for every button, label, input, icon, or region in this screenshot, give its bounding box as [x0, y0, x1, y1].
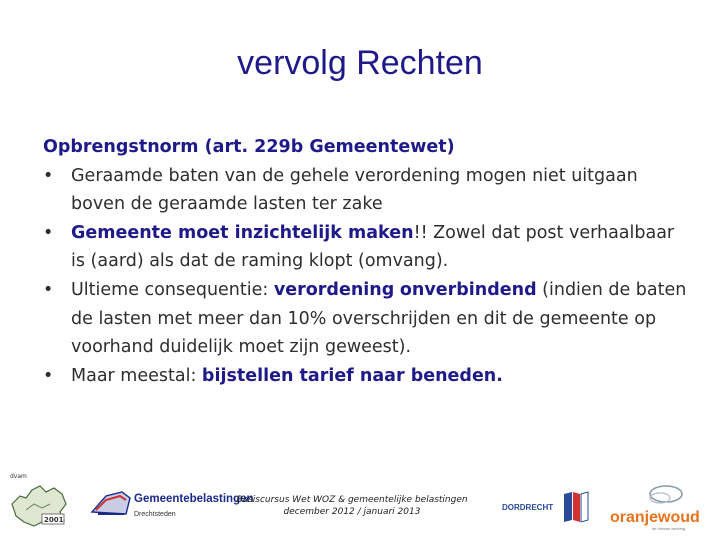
logo-year-text: 2001: [44, 516, 64, 524]
section-heading: Opbrengstnorm (art. 229b Gemeentewet): [43, 137, 455, 157]
logo-small-text: dvam: [10, 473, 27, 480]
bullet-highlight: Gemeente moet inzichtelijk maken: [71, 222, 414, 243]
bullet-text: (indien de baten de lasten met meer dan 10% overschrijden en dit de gemeente op voorhand duidelijk moet zijn geweest).: [71, 279, 687, 358]
oranjewoud-swirl-icon: [606, 480, 716, 532]
logo-sub-text: de nieuwe werking: [652, 526, 686, 531]
course-caption: [232, 494, 472, 518]
oranjewoud-logo: [606, 480, 716, 532]
bullet-text: Geraamde baten van de gehele verordening mogen niet uitgaan boven de geraamde lasten ter zake: [71, 165, 638, 215]
slide-title: vervolg Rechten: [237, 44, 483, 82]
dordrecht-flag-icon: [500, 490, 595, 526]
logo-name-text: Gemeentebelastingen: [134, 493, 254, 505]
bullet-highlight: verordening: [273, 279, 395, 300]
dvam-logo: [4, 470, 74, 530]
bullet-marker: •: [43, 279, 54, 300]
footer-bar: [0, 470, 720, 540]
bullet-text: Ultieme consequentie:: [71, 279, 274, 300]
logo-name-text: DORDRECHT: [502, 503, 554, 512]
logo-sub-text: Drechtsteden: [134, 511, 176, 518]
bullet-item: [43, 276, 693, 362]
dordrecht-logo: [500, 490, 595, 526]
house-logo-icon: [88, 486, 254, 522]
bullet-highlight: onverbindend: [399, 279, 537, 300]
bullet-highlight: bijstellen tarief naar beneden: [201, 365, 497, 386]
map-icon: [4, 470, 74, 530]
bullet-marker: •: [43, 365, 54, 386]
bullet-text: Maar meestal:: [71, 365, 202, 386]
bullet-marker: •: [43, 165, 54, 186]
course-line-2: december 2012 / januari 2013: [283, 507, 421, 517]
bullet-text: !! Zowel dat post verhaalbaar is (aard) als dat de raming klopt (omvang).: [71, 222, 675, 272]
bullet-item: [43, 219, 693, 276]
slide-content: [43, 133, 693, 390]
bullet-item: [43, 362, 693, 391]
course-line-1: Basiscursus Wet WOZ & gemeentelijke belastingen: [236, 495, 468, 505]
logo-name-text: oranjewoud: [610, 509, 700, 526]
bullet-end: .: [496, 365, 503, 386]
bullet-item: [43, 162, 693, 219]
bullet-marker: •: [43, 222, 54, 243]
gemeentebelastingen-logo: [88, 486, 254, 522]
